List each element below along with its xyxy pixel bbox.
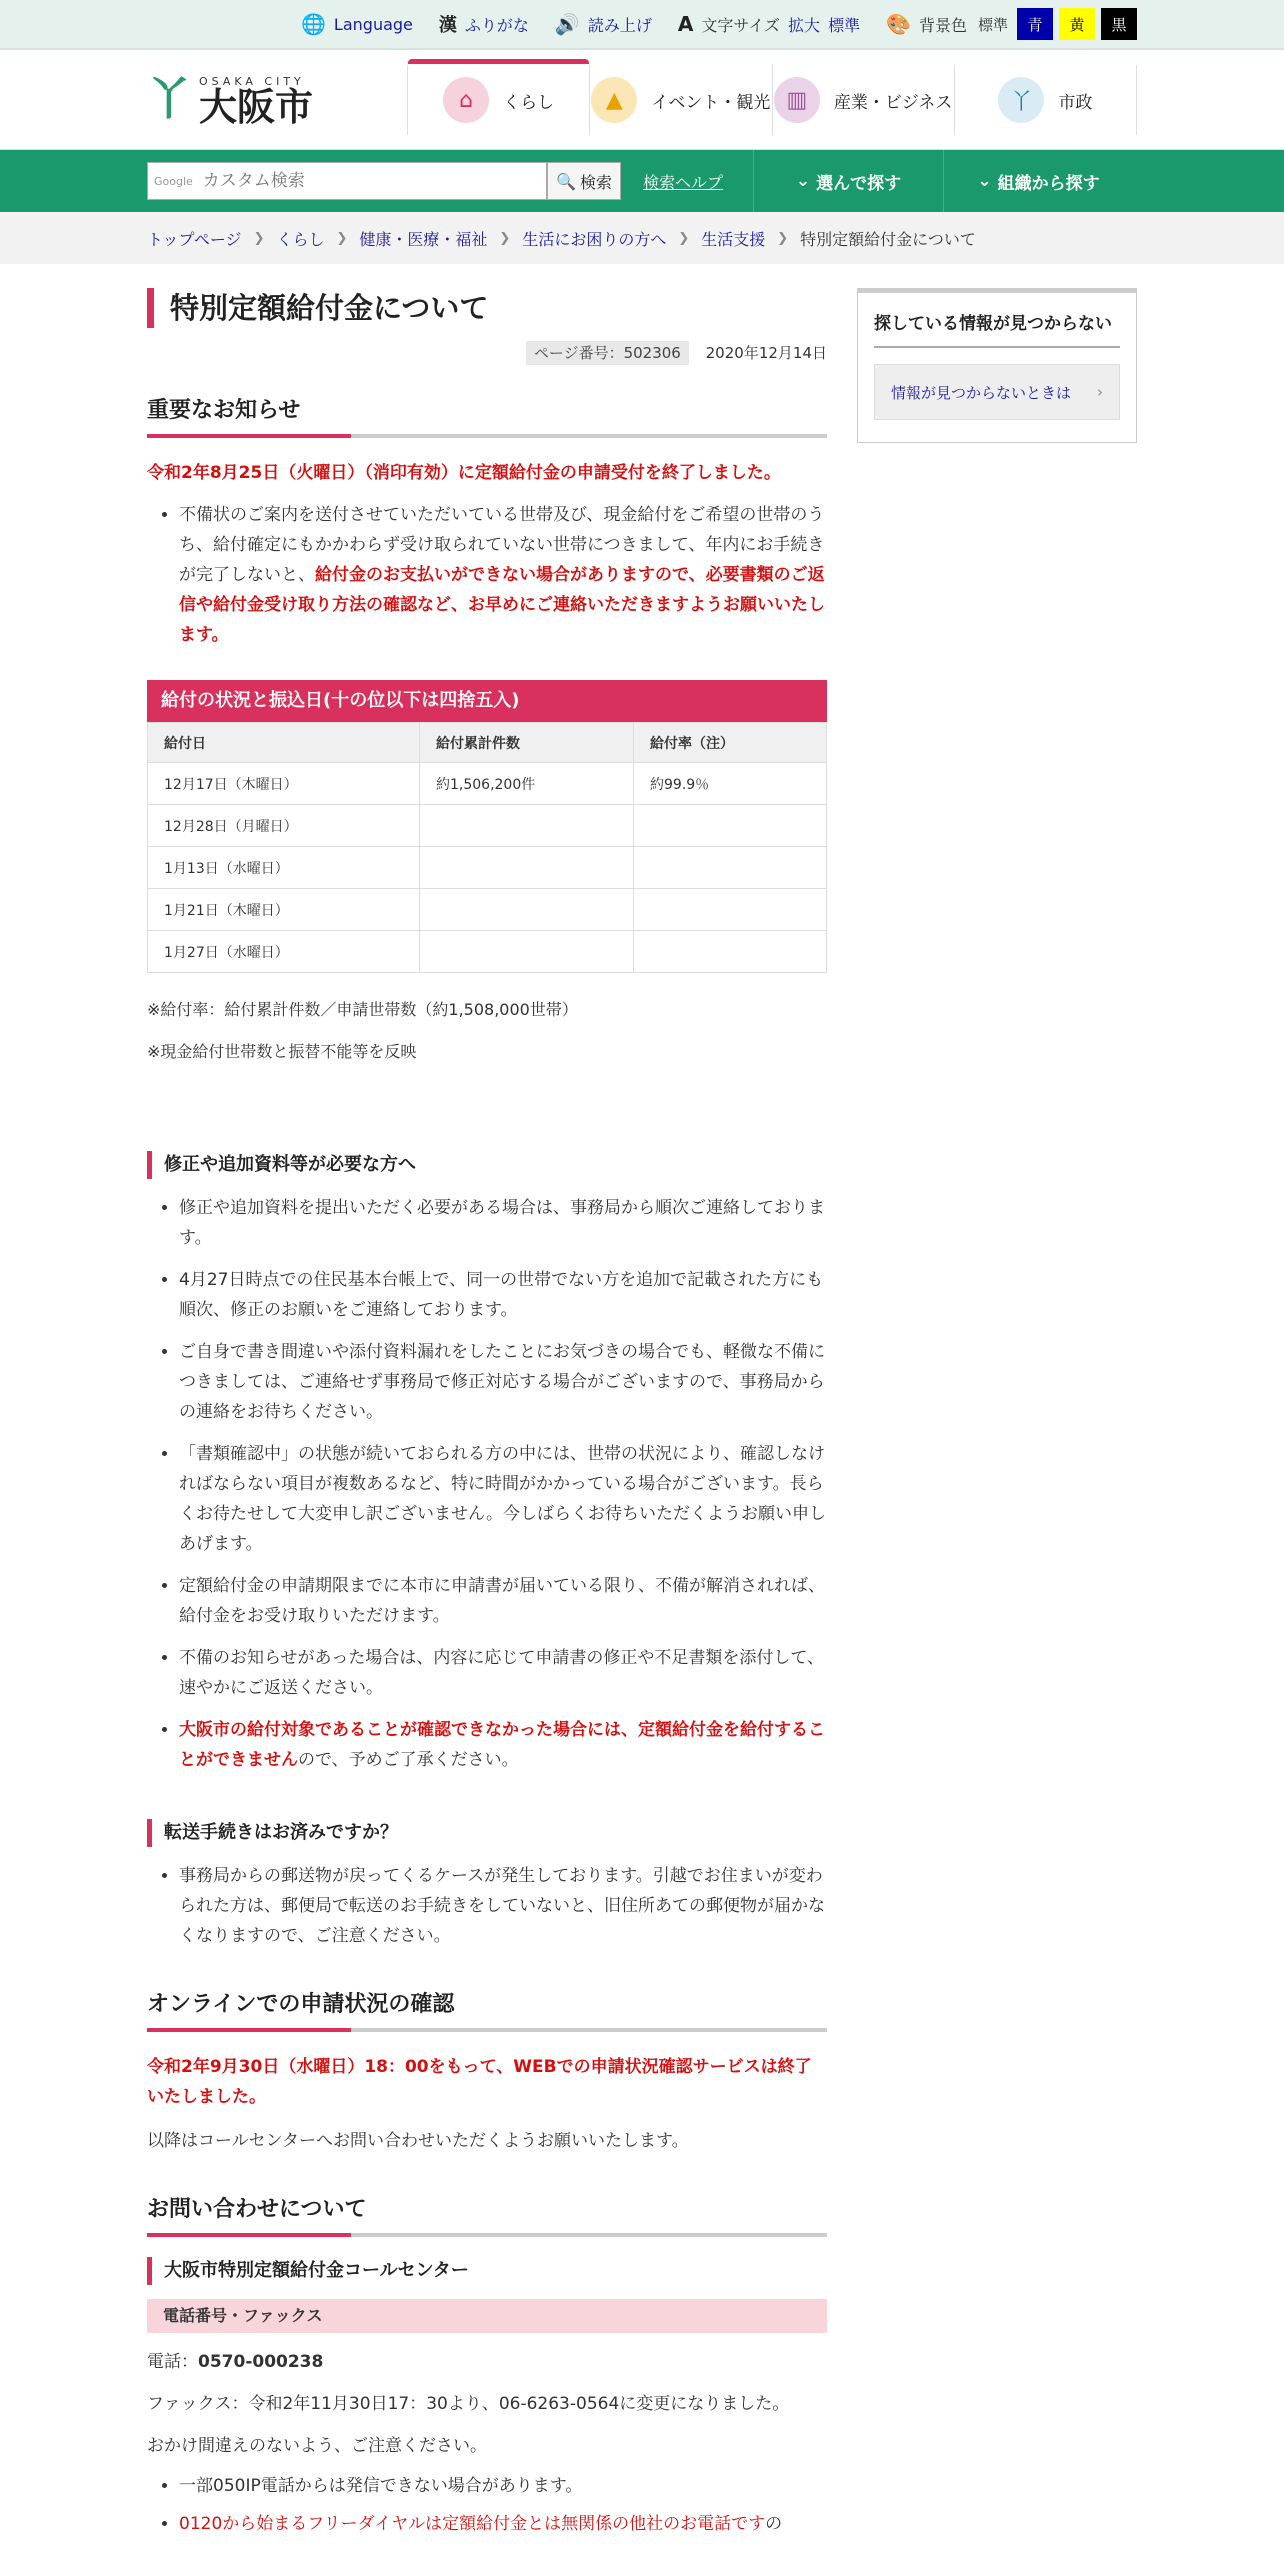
gnav-shisei[interactable]: 丫 市政 xyxy=(954,65,1137,135)
bg-black-button[interactable]: 黒 xyxy=(1101,8,1137,40)
house-icon: ⌂ xyxy=(443,77,489,123)
font-standard-button[interactable]: 標準 xyxy=(828,15,861,35)
city-emblem-icon: 丫 xyxy=(998,77,1044,123)
table-row: 1月27日（水曜日） xyxy=(148,931,827,973)
chevron-right-icon: ❯ xyxy=(336,230,348,246)
event-icon: ▲ xyxy=(591,77,637,123)
sidebar xyxy=(857,288,1137,2551)
table-caption: 給付の状況と振込日(十の位以下は四捨五入) xyxy=(147,680,827,722)
gnav-kurashi[interactable]: ⌂ くらし xyxy=(407,65,589,135)
gnav-business[interactable]: ▥ 産業・ビジネス xyxy=(772,65,954,135)
choose-dropdown[interactable]: ⌄ 選んで探す xyxy=(753,150,943,212)
chevron-right-icon: ❯ xyxy=(777,230,789,246)
not-found-link[interactable]: 情報が見つからないときは › xyxy=(874,364,1120,420)
contact-bar: 電話番号・ファックス xyxy=(147,2299,827,2333)
subheading-correction: 修正や追加資料等が必要な方へ xyxy=(147,1151,827,1179)
sidebar-heading: 探している情報が見つからない xyxy=(874,309,1120,348)
font-enlarge-button[interactable]: 拡大 xyxy=(788,15,821,35)
background-color-control: 🎨 背景色 標準 青 黄 黒 xyxy=(886,8,1137,40)
list-item: • 不備状のご案内を送付させていただいている世帯及び、現金給付をご希望の世帯のうち、給付確定にもかかわらず受け取られていない世帯につきまして、年内にお手続きが完了しないと、給付金のお支払いができない場合がありますので、必要書類のご返信や給付金受け取り方法の確認など、お早めにご連絡いただきますようお願いいたします。 xyxy=(179,500,827,650)
font-size-control: A 文字サイズ 拡大 標準 xyxy=(677,12,861,36)
speaker-icon: 🔊 xyxy=(554,12,580,36)
contact-fax: ファックス：令和2年11月30日17：30より、06-6263-0564に変更になりました。 xyxy=(147,2394,790,2414)
section-heading-notice: 重要なお知らせ xyxy=(147,393,827,438)
site-logo[interactable]: 丫 OSAKA CITY 大阪市 xyxy=(147,74,314,129)
page-number: ページ番号：502306 xyxy=(526,341,689,365)
list-item: • 「書類確認中」の状態が続いておられる方の中には、世帯の状況により、確認しなければならない項目が複数あるなど、特に時間がかかっている場合がございます。長らくお待たせして大変申し訳ございません。今しばらくお待ちいただくようお願い申しあげます。 xyxy=(179,1439,827,1559)
furigana-icon: 漢 xyxy=(438,15,457,36)
page-date: 2020年12月14日 xyxy=(705,344,827,362)
bg-standard-button[interactable]: 標準 xyxy=(977,15,1008,34)
bg-yellow-button[interactable]: 黄 xyxy=(1059,8,1095,40)
chevron-right-icon: ❯ xyxy=(678,230,690,246)
breadcrumb-link[interactable]: 生活にお困りの方へ xyxy=(522,229,667,249)
table-note: ※給付率：給付累計件数／申請世帯数（約1,508,000世帯） xyxy=(147,1000,578,1019)
city-emblem-icon: 丫 xyxy=(147,74,191,125)
online-notice: 令和2年9月30日（水曜日）18：00をもって、WEBでの申請状況確認サービスは終了いたしました。 xyxy=(147,2057,812,2107)
list-item: • 一部050IP電話からは発信できない場合があります。 xyxy=(179,2471,827,2501)
read-aloud-link[interactable]: 🔊 読み上げ xyxy=(554,12,652,36)
subheading-call-center: 大阪市特別定額給付金コールセンター xyxy=(147,2257,827,2285)
table-header: 給付日 xyxy=(148,723,420,763)
bg-blue-button[interactable]: 青 xyxy=(1017,8,1053,40)
utility-bar xyxy=(0,0,1284,50)
notice-lead: 令和2年8月25日（火曜日）（消印有効）に定額給付金の申請受付を終了しました。 xyxy=(147,463,781,483)
translate-icon: 🌐 xyxy=(301,12,326,36)
chevron-right-icon: ❯ xyxy=(499,230,511,246)
list-item: • 0120から始まるフリーダイヤルは定額給付金とは無関係の他社のお電話ですの xyxy=(179,2509,827,2539)
online-text: 以降はコールセンターへお問い合わせいただくようお願いいたします。 xyxy=(147,2131,689,2151)
list-item: • 不備のお知らせがあった場合は、内容に応じて申請書の修正や不足書類を添付して、速やかにご返送ください。 xyxy=(179,1643,827,1703)
chevron-down-icon: ⌄ xyxy=(977,171,992,191)
org-dropdown[interactable]: ⌄ 組織から探す xyxy=(943,150,1133,212)
font-size-icon: A xyxy=(677,12,694,36)
contact-tel: 電話：0570-000238 xyxy=(147,2352,324,2372)
breadcrumb-link[interactable]: 健康・医療・福祉 xyxy=(359,229,488,249)
contact-caution: おかけ間違えのないよう、ご注意ください。 xyxy=(147,2436,487,2456)
list-item: • 修正や追加資料を提出いただく必要がある場合は、事務局から順次ご連絡しております。 xyxy=(179,1193,827,1253)
list-item: • 事務局からの郵送物が戻ってくるケースが発生しております。引越でお住まいが変わられた方は、郵便局で転送のお手続きをしていないと、旧住所あての郵便物が届かなくなりますので、ご注意ください。 xyxy=(179,1861,827,1951)
search-button[interactable]: 🔍 検索 xyxy=(547,162,621,200)
not-found-box xyxy=(857,288,1137,443)
chevron-down-icon: ⌄ xyxy=(795,171,811,191)
list-item: • ご自身で書き間違いや添付資料漏れをしたことにお気づきの場合でも、軽微な不備につきましては、ご連絡せず事務局で修正対応する場合がございますので、事務局からの連絡をお待ちください。 xyxy=(179,1337,827,1427)
language-link[interactable]: 🌐 Language xyxy=(301,12,413,36)
table-note: ※現金給付世帯数と振替不能等を反映 xyxy=(147,1042,417,1061)
gnav-event[interactable]: ▲ イベント・観光 xyxy=(589,65,771,135)
list-item: • 定額給付金の申請期限までに本市に申請書が届いている限り、不備が解消されれば、給付金をお受け取りいただけます。 xyxy=(179,1571,827,1631)
payment-table xyxy=(147,722,827,973)
table-row: 1月21日（木曜日） xyxy=(148,889,827,931)
search-icon: 🔍 xyxy=(556,171,576,191)
table-header: 給付累計件数 xyxy=(420,723,634,763)
table-header: 給付率（注） xyxy=(634,723,827,763)
table-row: 12月17日（木曜日） 約1,506,200件 約99.9％ xyxy=(148,763,827,805)
palette-icon: 🎨 xyxy=(886,12,911,36)
search-bar xyxy=(0,150,1284,212)
furigana-link[interactable]: 漢 ふりがな xyxy=(439,11,529,37)
tel-number[interactable]: 0570-000238 xyxy=(198,2352,324,2372)
breadcrumb-link[interactable]: くらし xyxy=(276,229,325,249)
breadcrumb-link[interactable]: 生活支援 xyxy=(701,229,766,249)
main-content xyxy=(147,288,827,2551)
search-help-link[interactable]: 検索ヘルプ xyxy=(643,172,724,192)
section-heading-contact: お問い合わせについて xyxy=(147,2192,827,2237)
section-heading-online: オンラインでの申請状況の確認 xyxy=(147,1987,827,2032)
site-header xyxy=(0,50,1284,150)
table-row: 12月28日（月曜日） xyxy=(148,805,827,847)
search-input[interactable] xyxy=(201,170,546,192)
subheading-forward: 転送手続きはお済みですか？ xyxy=(147,1819,827,1847)
table-row: 1月13日（水曜日） xyxy=(148,847,827,889)
search-box: Google カスタム検索 xyxy=(147,162,547,200)
page-title: 特別定額給付金について xyxy=(147,288,827,328)
list-item: • 大阪市の給付対象であることが確認できなかった場合には、定額給付金を給付することができませんので、予めご了承ください。 xyxy=(179,1715,827,1775)
global-nav xyxy=(407,50,1137,150)
list-item: • 4月27日時点での住民基本台帳上で、同一の世帯でない方を追加で記載された方にも順次、修正のお願いをご連絡しております。 xyxy=(179,1265,827,1325)
chevron-right-icon: ❯ xyxy=(253,230,265,246)
chevron-right-icon: › xyxy=(1097,383,1103,401)
breadcrumb-current: 特別定額給付金について xyxy=(800,229,976,249)
breadcrumb-link[interactable]: トップページ xyxy=(147,229,242,249)
building-icon: ▥ xyxy=(774,77,820,123)
breadcrumb xyxy=(0,212,1284,264)
